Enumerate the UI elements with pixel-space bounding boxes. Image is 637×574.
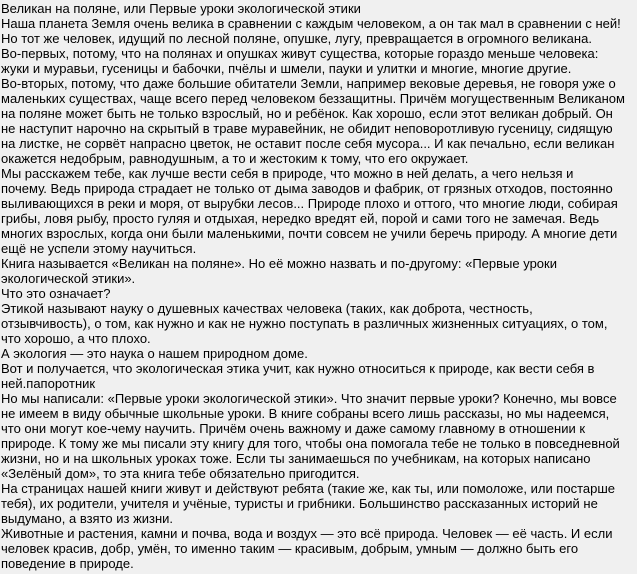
text-line: не имеем в виду обычные школьные уроки. В книге собраны всего лишь рассказы, но мы надеемся,	[1, 406, 610, 421]
text-line: на листке, не сорвёт напрасно цветок, не оставит после себя мусора... И как печально, если великан	[1, 136, 615, 151]
text-line: Животные и растения, камни и почва, вода и воздух — это всё природа. Человек — её часть. И если	[1, 526, 613, 541]
text-line: что они могут кое-чему научить. Причём очень важному и даже самому главному в отношении к	[1, 421, 586, 436]
text-line: А экология — это наука о нашем природном доме.	[1, 346, 308, 361]
text-line: Наша планета Земля очень велика в сравнении с каждым человеком, а он так мал в сравнении с ней!	[1, 16, 621, 31]
text-line: многих взрослых, когда они были маленькими, почти совсем не учили беречь природу. А многие дети	[1, 226, 618, 241]
text-line: Но мы написали: «Первые уроки экологической этики». Что значит первые уроки? Конечно, мы вовсе	[1, 391, 617, 406]
text-line: На страницах нашей книги живут и действуют ребята (такие же, как ты, или помоложе, или постарше	[1, 481, 616, 496]
text-line: почему. Ведь природа страдает не только от дыма заводов и фабрик, от грязных отходов, постоянно	[1, 181, 613, 196]
document-title: Великан на поляне, или Первые уроки экологической этики	[1, 1, 361, 16]
text-line: Но тот же человек, идущий по лесной поляне, опушке, лугу, превращается в огромного великана.	[1, 31, 592, 46]
text-line: выливающихся в реки и моря, от вырубки лесов... Природе плохо и оттого, что многие люди, собирая	[1, 196, 618, 211]
text-line: природе. К тому же мы писали эту книгу для того, чтобы она помогала тебе не только в повседневной	[1, 436, 620, 451]
document-text	[1, 1, 637, 571]
text-line: окажется недобрым, равнодушным, а то и жестоким к тому, что его окружает.	[1, 151, 469, 166]
text-line: не наступит нарочно на скрытый в траве муравейник, не обидит неповоротливую гусеницу, сидящую	[1, 121, 613, 136]
text-line: отзывчивость), о том, как нужно и как не нужно поступать в различных жизненных ситуациях, о том,	[1, 316, 608, 331]
text-line: жуки и муравьи, гусеницы и бабочки, пчёлы и шмели, пауки и улитки и многие, многие другие.	[1, 61, 572, 76]
text-line: выдумано, а взято из жизни.	[1, 511, 174, 526]
text-line: человек красив, добр, умён, то именно таким — красивым, добрым, умным — должно быть его	[1, 541, 579, 556]
text-line: маленьких существах, чаще всего перед человеком беззащитны. Причём могущественным Великаном	[1, 91, 625, 106]
text-line: ней.папоротник	[1, 376, 96, 391]
text-line: грибы, ловя рыбу, просто гуляя и отдыхая, нередко вредят ей, порой и сами того не замечая. Ведь	[1, 211, 600, 226]
text-line: жизни, но и на школьных уроках тоже. Если ты занимаешься по учебникам, на которых написано	[1, 451, 591, 466]
text-line: экологической этики».	[1, 271, 136, 286]
text-line: поведение в природе.	[1, 556, 134, 571]
text-line: Вот и получается, что экологическая этика учит, как нужно относиться к природе, как вести себя в	[1, 361, 595, 376]
text-line: Мы расскажем тебе, как лучше вести себя в природе, что можно в ней делать, а чего нельзя и	[1, 166, 574, 181]
text-line: Этикой называют науку о душевных качествах человека (таких, как доброта, честность,	[1, 301, 533, 316]
text-line: «Зелёный дом», то эта книга тебе обязательно пригодится.	[1, 466, 360, 481]
text-line: Что это означает?	[1, 286, 111, 301]
text-line: что хорошо, а что плохо.	[1, 331, 151, 346]
text-line: на поляне может быть не только взрослый, но и ребёнок. Как хорошо, если этот великан добрый. Он	[1, 106, 613, 121]
text-line: ещё не успели этому научиться.	[1, 241, 197, 256]
text-line: Книга называется «Великан на поляне». Но её можно назвать и по-другому: «Первые уроки	[1, 256, 557, 271]
text-line: Во-первых, потому, что на полянах и опушках живут существа, которые гораздо меньше человека:	[1, 46, 599, 61]
text-line: тебя), их родители, учителя и учёные, туристы и грибники. Большинство рассказанных историй не	[1, 496, 598, 511]
text-line: Во-вторых, потому, что даже большие обитатели Земли, например вековые деревья, не говоря уже о	[1, 76, 616, 91]
